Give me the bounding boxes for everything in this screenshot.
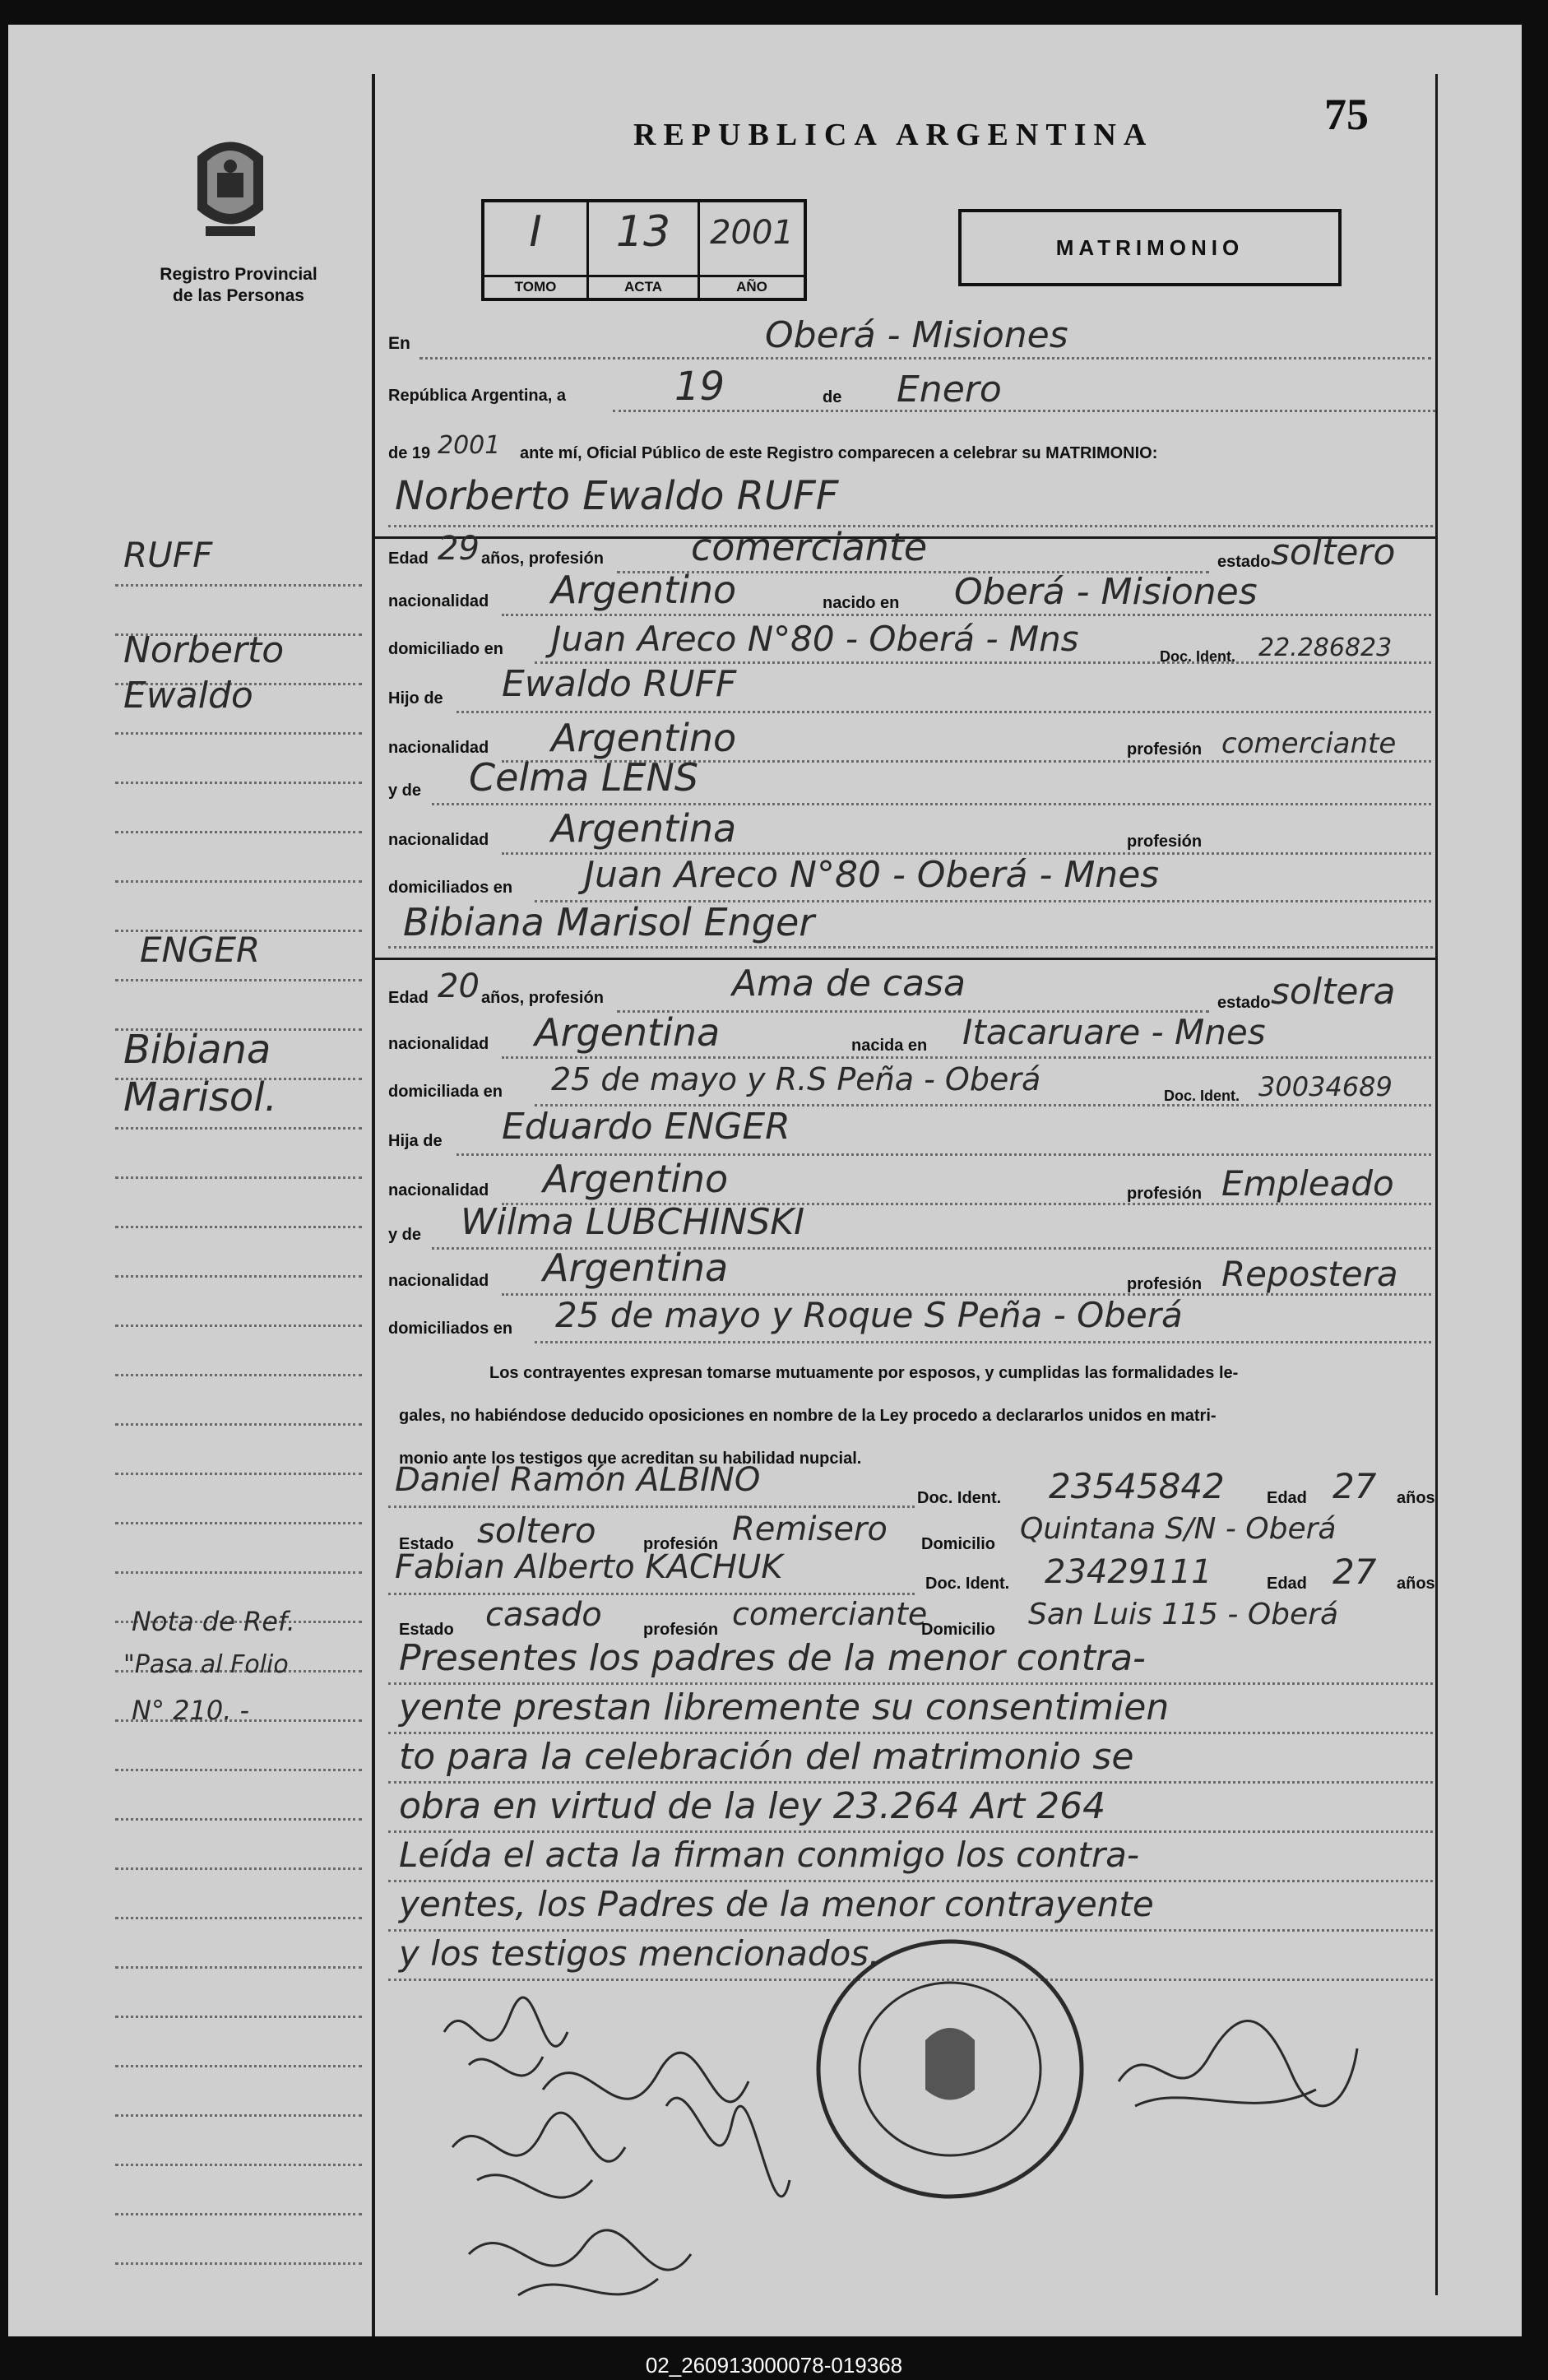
registry-emblem-icon [181,123,280,247]
groom-parents-domicilio: Juan Areco N°80 - Oberá - Mnes [584,854,1160,896]
registry-name-line1: Registro Provincial [160,265,317,284]
bride-doc-value: 30034689 [1258,1071,1393,1102]
groom-father-name: Ewaldo RUFF [502,663,737,705]
bride-parents-domicilio: 25 de mayo y Roque S Peña - Oberá [555,1295,1183,1335]
groom-domicilio-value: Juan Areco N°80 - Oberá - Mns [551,619,1079,659]
groom-profesion-value: comerciante [691,525,928,569]
bride-profesion-value: Ama de casa [732,963,966,1004]
bride-domicilio-label: domiciliada en [388,1083,503,1101]
groom-mother-prof-label: profesión [1127,833,1203,851]
witness2-doc-label: Doc. Ident. [925,1575,1010,1593]
groom-mother-nac-value: Argentina [551,806,737,851]
groom-father-nac-label: nacionalidad [388,739,489,757]
declaration-line2: gales, no habiéndose deducido oposiciones en nombre de la Ley procedo a declararlos unidos en matri- [399,1407,1217,1425]
acta-value: 13 [615,207,671,257]
margin-note-2: "Pasa al Folio [123,1650,289,1679]
bride-mother-nac-value: Argentina [543,1246,729,1290]
de-label: de [823,388,842,406]
bride-edad-value: 20 [438,967,480,1005]
witness1-estado-value: soltero [477,1510,596,1551]
witness2-estado-value: casado [485,1596,602,1634]
tomo-label: TOMO [484,275,586,295]
witness1-doc-value: 23545842 [1049,1466,1225,1506]
witness1-name: Daniel Ramón ALBINO [395,1461,761,1499]
groom-nacido-label: nacido en [823,594,900,612]
en-label: En [388,334,410,353]
groom-edad-label: Edad [388,550,429,568]
right-border [1435,74,1438,2295]
groom-estado-value: soltero [1271,531,1396,573]
bride-mother-name: Wilma LUBCHINSKI [461,1201,805,1243]
image-code: 02_260913000078-019368 [645,2353,903,2378]
note-line-3: to para la celebración del matrimonio se [399,1736,1134,1778]
bride-father-nac-label: nacionalidad [388,1181,489,1199]
note-line-7: y los testigos mencionados. [399,1933,880,1974]
groom-domicilio-label: domiciliado en [388,640,504,658]
margin-divider [372,74,375,2336]
witness1-domicilio-value: Quintana S/N - Oberá [1020,1512,1337,1546]
bride-nacida-label: nacida en [851,1037,928,1055]
margin-groom-name-2: Ewaldo [123,675,253,717]
declaration-line3: monio ante los testigos que acreditan su habilidad nupcial. [399,1450,862,1468]
bride-nacionalidad-label: nacionalidad [388,1035,489,1053]
record-box [481,199,807,301]
month-value: Enero [897,369,1002,411]
margin-groom-surname: RUFF [123,535,213,575]
official-seal [810,1933,1090,2205]
witness2-edad-value: 27 [1332,1552,1377,1592]
bride-doc-label: Doc. Ident. [1164,1088,1240,1104]
groom-mother-name: Celma LENS [469,755,699,800]
bride-mother-nac-label: nacionalidad [388,1272,489,1290]
margin-bride-name-2: Marisol. [123,1074,277,1120]
bride-father-name: Eduardo ENGER [502,1106,790,1148]
bride-domiciliados-label: domiciliados en [388,1320,513,1338]
note-line-5: Leída el acta la firman conmigo los contra- [399,1835,1140,1875]
bride-y-de-label: y de [388,1226,422,1244]
groom-father-prof-value: comerciante [1221,727,1397,760]
groom-y-de-label: y de [388,782,422,800]
witness1-edad-value: 27 [1332,1466,1377,1506]
groom-nacionalidad-value: Argentino [551,568,737,612]
bride-mother-prof-label: profesión [1127,1275,1203,1293]
witness2-edad-label: Edad [1267,1575,1307,1593]
intro-text: ante mí, Oficial Público de este Registro comparecen a celebrar su MATRIMONIO: [520,444,1158,462]
witness1-doc-label: Doc. Ident. [917,1489,1002,1507]
groom-father-prof-label: profesión [1127,740,1203,759]
country-heading: REPUBLICA ARGENTINA [633,118,1154,152]
witness1-domicilio-label: Domicilio [921,1535,996,1553]
bride-edad-label: Edad [388,989,429,1007]
note-line-4: obra en virtud de la ley 23.264 Art 264 [399,1785,1106,1827]
document-type-box [958,209,1342,286]
document-page [8,25,1522,2336]
bride-father-prof-label: profesión [1127,1185,1203,1203]
margin-note-1: Nota de Ref. [132,1606,295,1637]
groom-doc-label: Doc. Ident. [1160,648,1236,665]
groom-nacido-value: Oberá - Misiones [954,571,1258,613]
bride-domicilio-value: 25 de mayo y R.S Peña - Oberá [551,1061,1041,1097]
groom-father-nac-value: Argentino [551,716,737,760]
officer-signature [1102,1983,1374,2147]
year-prefix: de 19 [388,444,431,462]
groom-nacionalidad-label: nacionalidad [388,592,489,610]
ano-label: AÑO [700,275,804,295]
witness2-estado-label: Estado [399,1621,454,1639]
place-value: Oberá - Misiones [765,314,1068,356]
groom-domiciliados-label: domiciliados en [388,879,513,897]
bride-estado-label: estado [1217,994,1271,1012]
margin-bride-name-1: Bibiana [123,1027,271,1073]
margin-note-3: N° 210. - [132,1695,250,1726]
groom-anos-profesion-label: años, profesión [481,550,604,568]
tomo-value: I [529,207,542,257]
bride-father-prof-value: Empleado [1221,1163,1394,1204]
bride-father-nac-value: Argentino [543,1157,729,1201]
groom-mother-nac-label: nacionalidad [388,831,489,849]
acta-label: ACTA [589,275,698,295]
witness2-profesion-value: comerciante [732,1596,928,1632]
witness2-domicilio-label: Domicilio [921,1621,996,1639]
declaration-line1: Los contrayentes expresan tomarse mutuamente por esposos, y cumplidas las formalidades le- [489,1364,1239,1382]
witness2-profesion-label: profesión [643,1621,719,1639]
ano-value: 2001 [710,214,794,252]
margin-groom-name-1: Norberto [123,629,285,671]
bride-anos-profesion-label: años, profesión [481,989,604,1007]
witness1-profesion-label: profesión [643,1535,719,1553]
bride-full-name: Bibiana Marisol Enger [403,900,815,944]
groom-doc-value: 22.286823 [1258,633,1393,662]
bride-nacida-value: Itacaruare - Mnes [962,1012,1266,1052]
groom-hijo-label: Hijo de [388,689,443,708]
witness1-edad-label: Edad [1267,1489,1307,1507]
document-type: MATRIMONIO [1055,235,1244,260]
year-value: 2001 [438,431,501,460]
witness2-doc-value: 23429111 [1045,1553,1212,1591]
day-value: 19 [674,364,725,410]
note-line-6: yentes, los Padres de la menor contrayente [399,1884,1154,1924]
witness1-profesion-value: Remisero [732,1510,888,1548]
bride-estado-value: soltera [1271,971,1396,1013]
witness1-anos-label: años [1397,1489,1435,1507]
margin-bride-surname: ENGER [140,930,261,970]
witness2-anos-label: años [1397,1575,1435,1593]
bride-nacionalidad-value: Argentina [535,1010,721,1055]
bride-hija-label: Hija de [388,1132,443,1150]
note-line-2: yente prestan libremente su consentimien [399,1686,1170,1728]
groom-edad-value: 29 [438,530,480,568]
groom-estado-label: estado [1217,553,1271,571]
page-number: 75 [1324,90,1369,139]
witness1-estado-label: Estado [399,1535,454,1553]
bride-mother-prof-value: Repostera [1221,1254,1398,1294]
witness2-domicilio-value: San Luis 115 - Oberá [1028,1598,1339,1631]
note-line-1: Presentes los padres de la menor contra- [399,1637,1146,1679]
groom-full-name: Norberto Ewaldo RUFF [395,473,839,519]
registry-name-line2: de las Personas [173,286,304,305]
witness2-name: Fabian Alberto KACHUK [395,1548,783,1586]
republica-label: República Argentina, a [388,387,566,405]
